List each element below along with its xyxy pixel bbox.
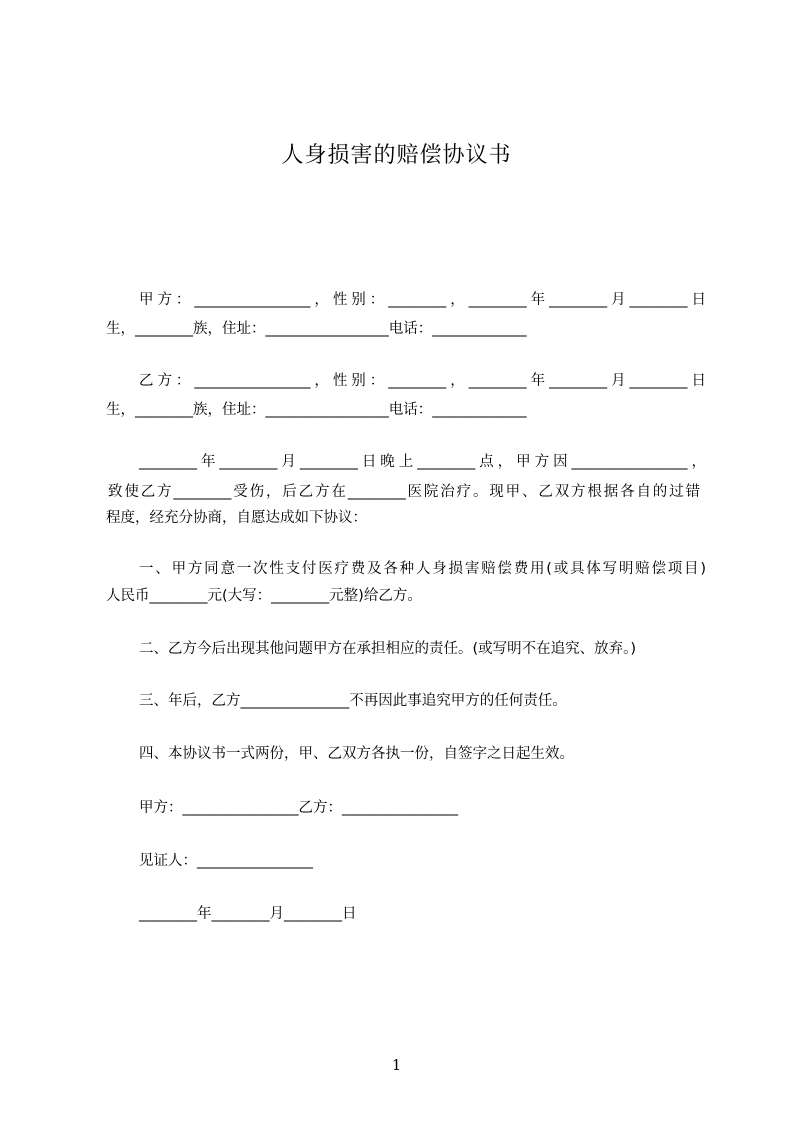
party-a-line-2: 生，________族，住址：_________________电话：_____________ <box>106 321 527 337</box>
clause-1-line-1: 一、甲方同意一次性支付医疗费及各种人身损害赔偿费用(或具体写明赔偿项目) <box>139 561 706 577</box>
clause-4: 四、本协议书一式两份，甲、乙双方各执一份，自签字之日起生效。 <box>139 746 574 762</box>
incident-line-2: 致使乙方________受伤，后乙方在________医院治疗。现甲、乙双方根据各自的过错 <box>108 484 700 500</box>
clause-1-line-2: 人民币________元(大写：________元整)给乙方。 <box>106 588 422 604</box>
party-a-line-1: 甲方：________________，性别：________，________年________月________日 <box>139 292 706 308</box>
incident-line-3: 程度，经充分协商，自愿达成如下协议： <box>106 510 367 526</box>
page-number: 1 <box>391 1056 402 1074</box>
clause-3: 三、年后，乙方_______________不再因此事追究甲方的任何责任。 <box>139 693 567 709</box>
incident-line-1: ________年________月________日晚上________点，甲方因________________， <box>139 454 706 470</box>
document-title: 人身损害的赔偿协议书 <box>281 143 512 168</box>
party-b-line-1: 乙方：________________，性别：________，________年________月________日 <box>139 373 706 389</box>
signature-witness: 见证人：________________ <box>139 853 313 869</box>
signature-parties: 甲方：________________乙方：________________ <box>139 800 458 816</box>
signature-date: ________年________月________日 <box>139 906 357 922</box>
clause-2: 二、乙方今后出现其他问题甲方在承担相应的责任。(或写明不在追究、放弃。) <box>139 641 637 657</box>
party-b-line-2: 生，________族，住址：_________________电话：_____________ <box>106 402 527 418</box>
